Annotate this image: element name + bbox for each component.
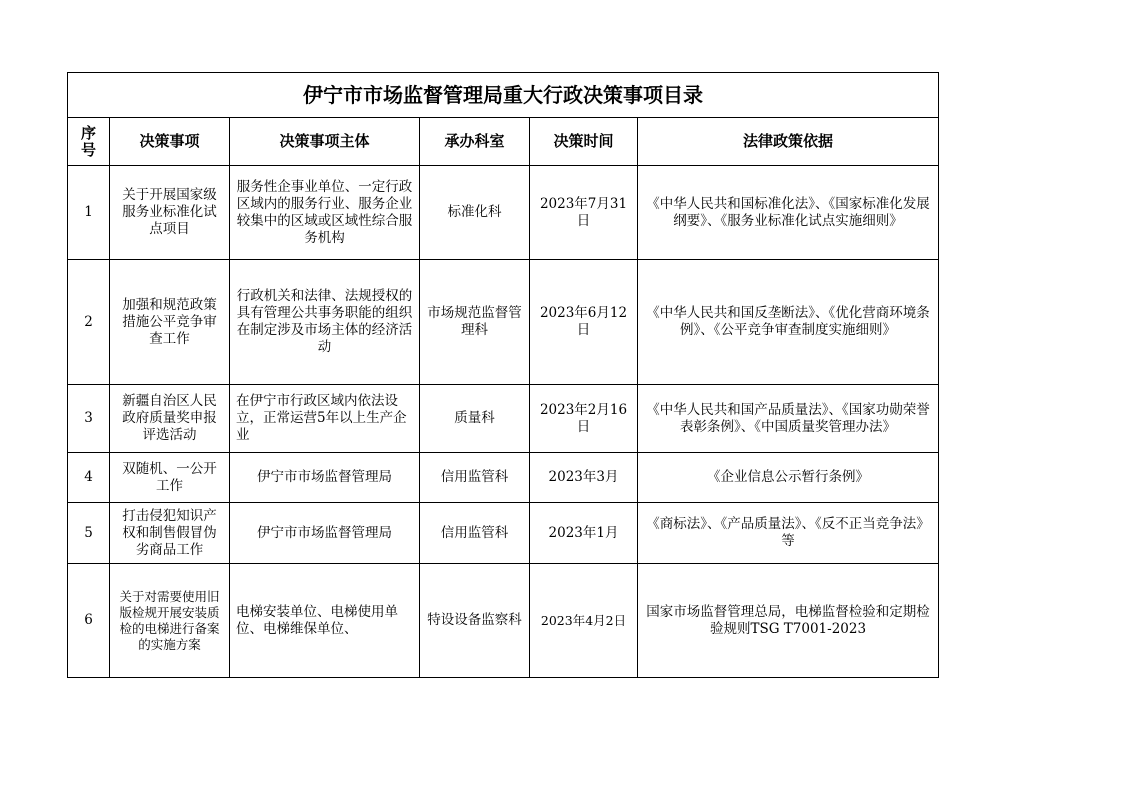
cell-item: 关于对需要使用旧版检规开展安装质检的电梯进行备案的实施方案 (110, 564, 230, 678)
header-no: 序号 (68, 118, 110, 166)
table-row (68, 260, 939, 385)
cell-basis: 国家市场监督管理总局，电梯监督检验和定期检验规则TSG T7001-2023 (638, 564, 939, 678)
cell-dept: 标准化科 (420, 166, 530, 260)
cell-basis: 《商标法》、《产品质量法》、《反不正当竞争法》等 (638, 503, 939, 564)
cell-no: 3 (68, 385, 110, 453)
cell-basis: 《企业信息公示暂行条例》 (638, 453, 939, 503)
table-row (68, 564, 939, 678)
cell-item: 关于开展国家级服务业标准化试点项目 (110, 166, 230, 260)
table-row (68, 503, 939, 564)
table-row (68, 453, 939, 503)
cell-dept: 质量科 (420, 385, 530, 453)
cell-item: 双随机、一公开工作 (110, 453, 230, 503)
table-row (68, 385, 939, 453)
decision-catalog-table (67, 72, 939, 678)
header-item: 决策事项 (110, 118, 230, 166)
cell-no: 4 (68, 453, 110, 503)
cell-dept: 特设设备监察科 (420, 564, 530, 678)
header-row (68, 118, 939, 166)
cell-no: 1 (68, 166, 110, 260)
cell-basis: 《中华人民共和国标准化法》、《国家标准化发展纲要》、《服务业标准化试点实施细则》 (638, 166, 939, 260)
cell-time: 2023年2月16日 (530, 385, 638, 453)
cell-subject: 行政机关和法律、法规授权的具有管理公共事务职能的组织在制定涉及市场主体的经济活动 (230, 260, 420, 385)
cell-item: 新疆自治区人民政府质量奖申报评选活动 (110, 385, 230, 453)
cell-time: 2023年3月 (530, 453, 638, 503)
cell-no: 5 (68, 503, 110, 564)
cell-dept: 信用监管科 (420, 453, 530, 503)
cell-subject: 电梯安装单位、电梯使用单位、电梯维保单位、 (230, 564, 420, 678)
cell-subject: 在伊宁市行政区域内依法设立，正常运营5年以上生产企业 (230, 385, 420, 453)
cell-subject: 伊宁市市场监督管理局 (230, 453, 420, 503)
table-row (68, 166, 939, 260)
title-row (68, 73, 939, 118)
cell-subject: 伊宁市市场监督管理局 (230, 503, 420, 564)
cell-subject: 服务性企事业单位、一定行政区域内的服务行业、服务企业较集中的区域或区域性综合服务机构 (230, 166, 420, 260)
cell-item: 打击侵犯知识产权和制售假冒伪劣商品工作 (110, 503, 230, 564)
cell-dept: 市场规范监督管理科 (420, 260, 530, 385)
cell-basis: 《中华人民共和国反垄断法》、《优化营商环境条例》、《公平竞争审查制度实施细则》 (638, 260, 939, 385)
header-basis: 法律政策依据 (638, 118, 939, 166)
cell-no: 2 (68, 260, 110, 385)
header-subject: 决策事项主体 (230, 118, 420, 166)
cell-time: 2023年7月31日 (530, 166, 638, 260)
table-title: 伊宁市市场监督管理局重大行政决策事项目录 (68, 73, 939, 118)
header-dept: 承办科室 (420, 118, 530, 166)
cell-dept: 信用监管科 (420, 503, 530, 564)
cell-time: 2023年4月2日 (530, 564, 638, 678)
cell-no: 6 (68, 564, 110, 678)
header-time: 决策时间 (530, 118, 638, 166)
cell-time: 2023年6月12日 (530, 260, 638, 385)
cell-basis: 《中华人民共和国产品质量法》、《国家功勋荣誉表彰条例》、《中国质量奖管理办法》 (638, 385, 939, 453)
cell-time: 2023年1月 (530, 503, 638, 564)
cell-item: 加强和规范政策措施公平竞争审查工作 (110, 260, 230, 385)
